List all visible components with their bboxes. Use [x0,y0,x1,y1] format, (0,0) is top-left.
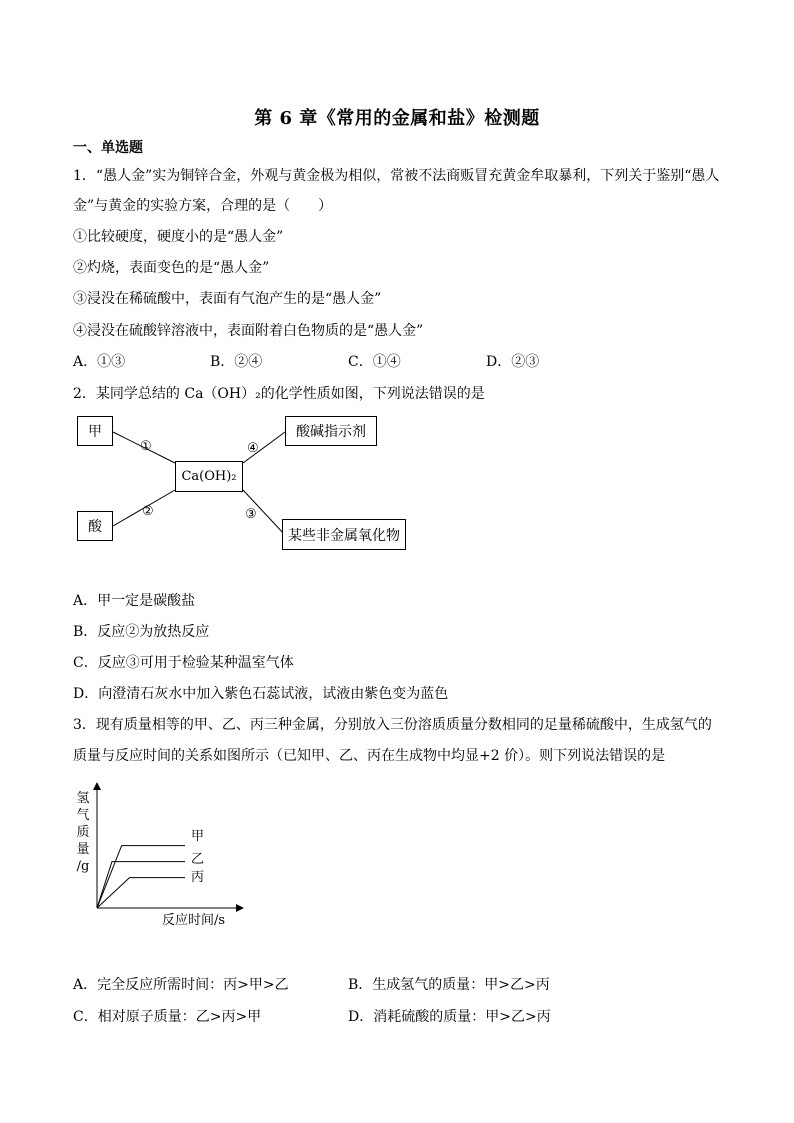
q3-chart [60,780,260,930]
q2-option-a: A．甲一定是碳酸盐 [73,593,196,609]
q3-stem-line1: 3．现有质量相等的甲、乙、丙三种金属，分别放入三份溶质质量分数相同的足量稀硫酸中，生成氢气的 [73,717,712,733]
q3-option-a: A．完全反应所需时间：丙>甲>乙 [73,977,289,993]
q1-stem-line2: 金”与黄金的实验方案，合理的是（ ） [73,198,333,214]
diagram-label-2: ② [142,504,154,519]
diagram-box-oxide: 某些非金属氧化物 [282,519,406,550]
y-label-char: 量 [76,842,90,857]
series-label-bing: 丙 [191,870,205,885]
q2-option-c: C．反应③可用于检验某种温室气体 [73,655,294,671]
section-heading: 一、单选题 [73,140,143,156]
diagram-box-suan: 酸 [77,511,113,541]
q2-diagram [0,0,794,560]
series-line-2 [97,862,185,908]
diagram-label-4: ④ [247,441,259,456]
diagram-box-jia: 甲 [77,416,113,446]
q1-item-4: ④浸没在硫酸锌溶液中，表面附着白色物质的是“愚人金” [73,323,424,339]
series-label-jia: 甲 [191,829,205,844]
series-line-1 [97,846,185,908]
q2-connector-lines [0,0,794,560]
diagram-label-1: ① [140,439,152,454]
chart-x-label: 反应时间/s [162,913,226,928]
y-label-char: 气 [76,808,90,823]
series-label-yi: 乙 [191,852,205,867]
q1-stem-line1: 1．“愚人金”实为铜锌合金，外观与黄金极为相似，常被不法商贩冒充黄金牟取暴利，下列关于鉴别“愚人 [73,168,720,184]
q2-option-b: B．反应②为放热反应 [73,624,210,640]
q1-option-b: B．②④ [210,354,263,370]
y-label-char: /g [76,859,90,874]
y-label-char: 氢 [76,791,90,806]
q1-option-a: A．①③ [73,354,126,370]
q3-option-c: C．相对原子质量：乙>丙>甲 [73,1009,262,1025]
q1-option-c: C．①④ [348,354,401,370]
q1-item-1: ①比较硬度，硬度小的是“愚人金” [73,229,284,245]
series-line-3 [97,878,185,908]
diagram-box-center: Ca(OH)₂ [175,461,243,492]
q3-option-d: D．消耗硫酸的质量：甲>乙>丙 [348,1009,551,1025]
page-title: 第 6 章《常用的金属和盐》检测题 [254,108,540,129]
q1-option-d: D．②③ [486,354,540,370]
q2-stem: 2．某同学总结的 Ca（OH）₂的化学性质如图，下列说法错误的是 [73,386,485,402]
q1-item-3: ③浸没在稀硫酸中，表面有气泡产生的是“愚人金” [73,291,382,307]
q2-option-d: D．向澄清石灰水中加入紫色石蕊试液，试液由紫色变为蓝色 [73,686,449,702]
diagram-box-indicator: 酸碱指示剂 [285,416,377,446]
q3-option-b: B．生成氢气的质量：甲>乙>丙 [348,977,550,993]
diagram-label-3: ③ [245,507,257,522]
q1-item-2: ②灼烧，表面变色的是“愚人金” [73,260,270,276]
q3-stem-line2: 质量与反应时间的关系如图所示（已知甲、乙、丙在生成物中均显+2 价）。则下列说法错误的是 [73,748,666,764]
y-label-char: 质 [76,825,90,840]
chart-y-label [73,790,93,875]
